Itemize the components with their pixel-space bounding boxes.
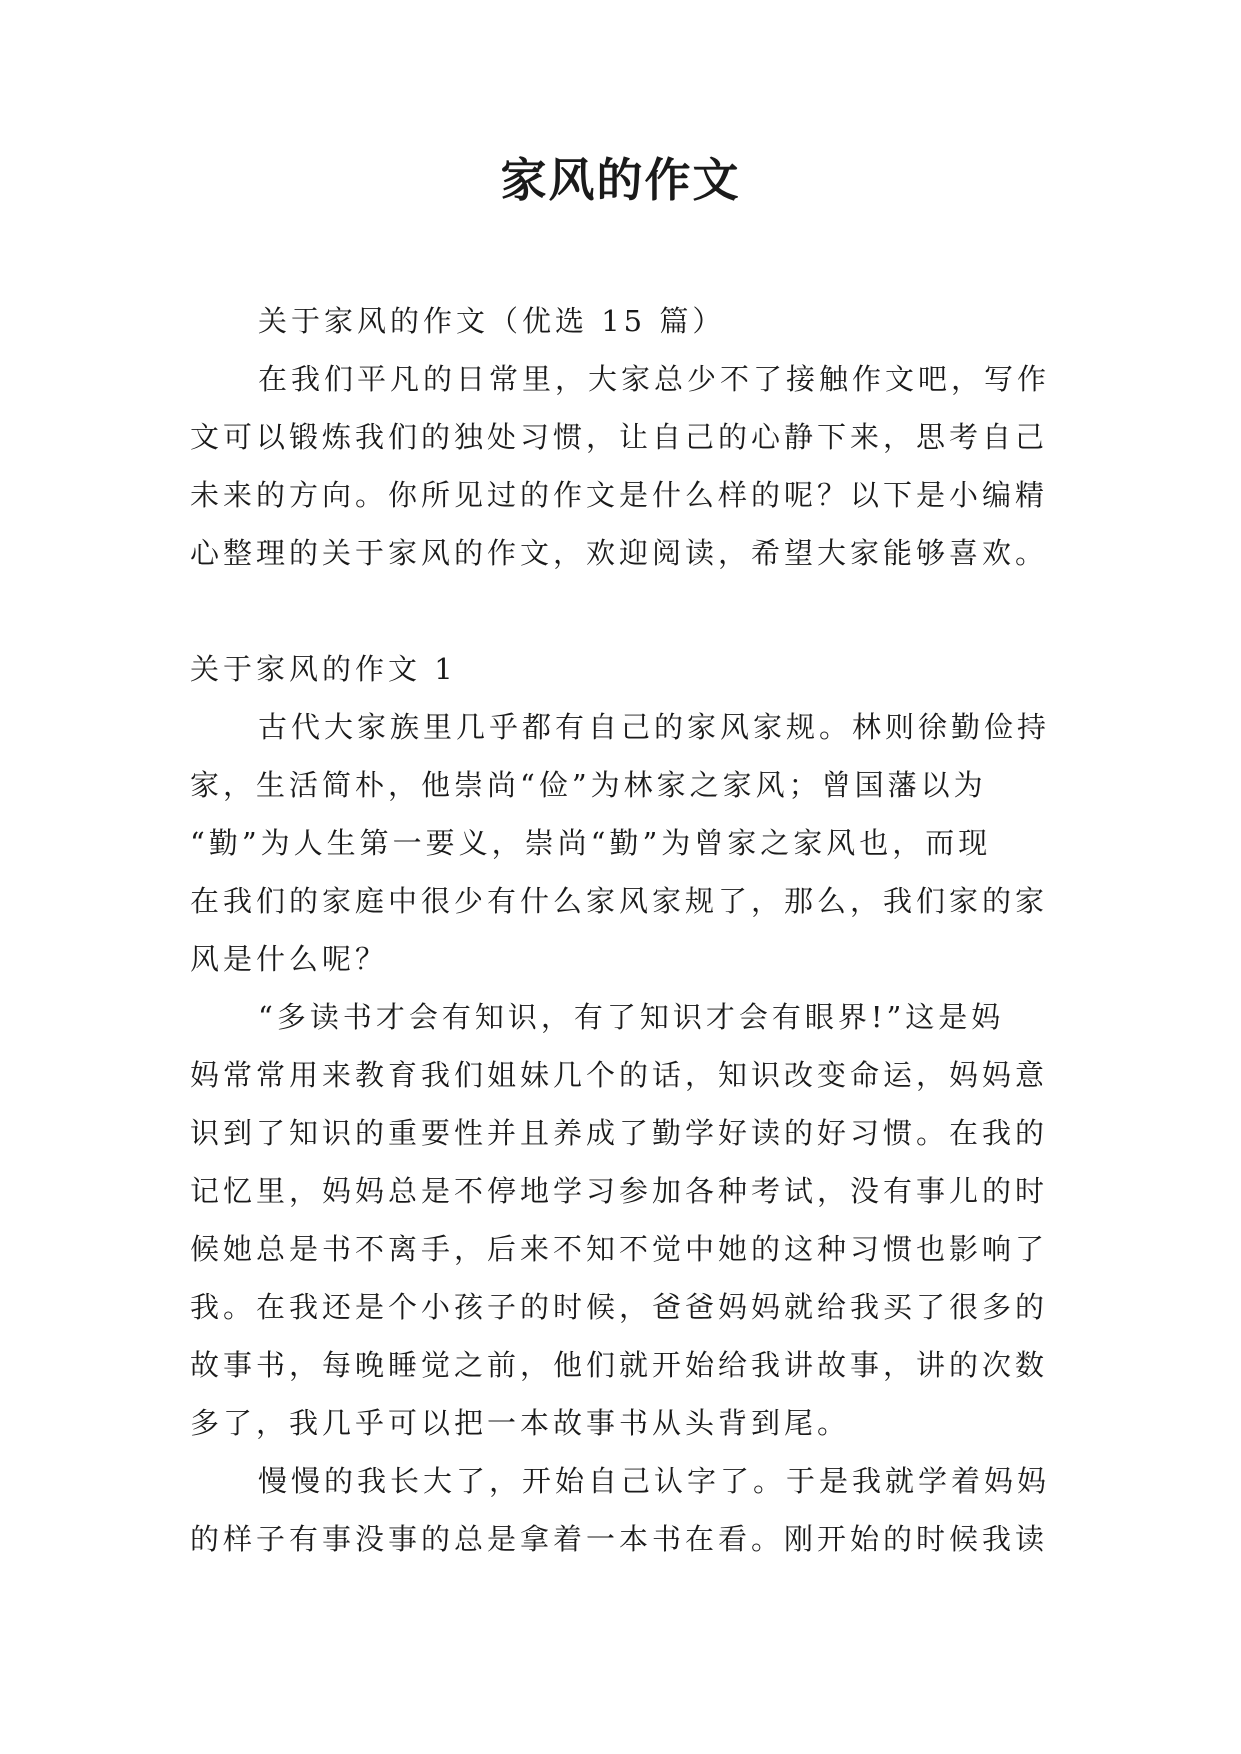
paragraph-line: 心整理的关于家风的作文，欢迎阅读，希望大家能够喜欢。 — [190, 536, 1049, 570]
paragraph-line: “多读书才会有知识，有了知识才会有眼界!”这是妈 — [258, 1000, 1005, 1034]
paragraph-line: 妈常常用来教育我们姐妹几个的话，知识改变命运，妈妈意 — [190, 1058, 1049, 1092]
section-heading: 关于家风的作文 1 — [190, 652, 457, 686]
intro-paragraph — [190, 350, 1050, 582]
paragraph-line: 在我们平凡的日常里，大家总少不了接触作文吧，写作 — [258, 362, 1051, 396]
document-body — [190, 292, 1050, 1568]
paragraph-line: 识到了知识的重要性并且养成了勤学好读的好习惯。在我的 — [190, 1116, 1049, 1150]
paragraph-2 — [190, 988, 1050, 1452]
paragraph-line: 文可以锻炼我们的独处习惯，让自己的心静下来，思考自己 — [190, 420, 1049, 454]
paragraph-1 — [190, 698, 1050, 988]
paragraph-line: 候她总是书不离手，后来不知不觉中她的这种习惯也影响了 — [190, 1232, 1049, 1266]
paragraph-spacer — [190, 582, 1050, 640]
paragraph-line: 古代大家族里几乎都有自己的家风家规。林则徐勤俭持 — [258, 710, 1051, 744]
paragraph-line: 在我们的家庭中很少有什么家风家规了，那么，我们家的家 — [190, 884, 1049, 918]
document-subtitle: 关于家风的作文（优选 15 篇） — [258, 304, 726, 338]
paragraph-line: 记忆里，妈妈总是不停地学习参加各种考试，没有事儿的时 — [190, 1174, 1049, 1208]
paragraph-line: 未来的方向。你所见过的作文是什么样的呢？以下是小编精 — [190, 478, 1049, 512]
paragraph-line: 风是什么呢？ — [190, 942, 389, 976]
document-title: 家风的作文 — [500, 153, 741, 207]
paragraph-line: 慢慢的我长大了，开始自己认字了。于是我就学着妈妈 — [258, 1464, 1051, 1498]
paragraph-line: “勤”为人生第一要义，崇尚“勤”为曾家之家风也，而现 — [190, 826, 992, 860]
paragraph-line: 故事书，每晚睡觉之前，他们就开始给我讲故事，讲的次数 — [190, 1348, 1049, 1382]
paragraph-line: 我。在我还是个小孩子的时候，爸爸妈妈就给我买了很多的 — [190, 1290, 1049, 1324]
paragraph-line: 的样子有事没事的总是拿着一本书在看。刚开始的时候我读 — [190, 1522, 1049, 1556]
paragraph-3 — [190, 1452, 1050, 1568]
paragraph-line: 多了，我几乎可以把一本故事书从头背到尾。 — [190, 1406, 851, 1440]
paragraph-line: 家，生活简朴，他崇尚“俭”为林家之家风；曾国藩以为 — [190, 768, 987, 802]
